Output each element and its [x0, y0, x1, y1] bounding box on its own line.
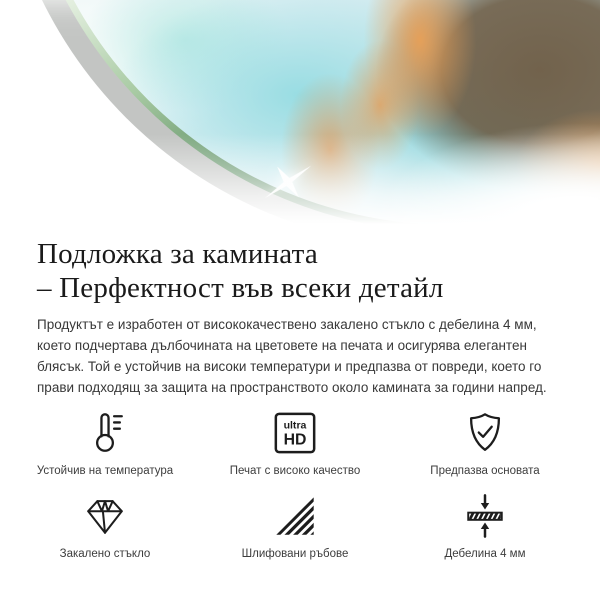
thickness-icon	[462, 493, 508, 539]
feature-label: Печат с високо качество	[229, 465, 361, 477]
features-grid	[10, 410, 580, 560]
feature-thickness	[390, 493, 580, 560]
feature-label: Дебелина 4 мм	[444, 548, 526, 560]
ultra-hd-icon-text-bottom: HD	[283, 431, 307, 449]
feature-tempered-glass	[10, 493, 200, 560]
diamond-icon	[82, 493, 128, 539]
feature-label: Устойчив на температура	[36, 465, 174, 477]
feature-protects-base	[390, 410, 580, 477]
product-image	[0, 0, 600, 231]
feature-print-quality	[200, 410, 390, 477]
feature-temperature-resistant	[10, 410, 200, 477]
thermometer-icon	[82, 410, 128, 456]
polished-edges-icon	[272, 493, 318, 539]
shield-check-icon	[462, 410, 508, 456]
ultra-hd-icon	[272, 410, 318, 456]
product-description: Продуктът е изработен от висококачествено закалено стъкло с дебелина 4 мм, което подчертава дълбочината на цветовете на печата и осигурява елегантен блясък. Той е устойчив на високи температури и предпазва от повреди, което го прави подходящ за защита на пространството около камината за години напред.	[37, 317, 547, 395]
feature-label: Закалено стъкло	[59, 548, 151, 560]
page-title	[37, 237, 563, 305]
title-line-2: – Перфектност във всеки детайл	[37, 272, 444, 304]
feature-label: Предпазва основата	[430, 465, 540, 477]
content-section	[0, 237, 600, 560]
title-line-1: Подложка за камината	[37, 238, 318, 270]
feature-polished-edges	[200, 493, 390, 560]
feature-label: Шлифовани ръбове	[241, 548, 349, 560]
ultra-hd-icon-text-top: ultra	[283, 419, 307, 432]
image-fade-overlay	[0, 0, 600, 231]
